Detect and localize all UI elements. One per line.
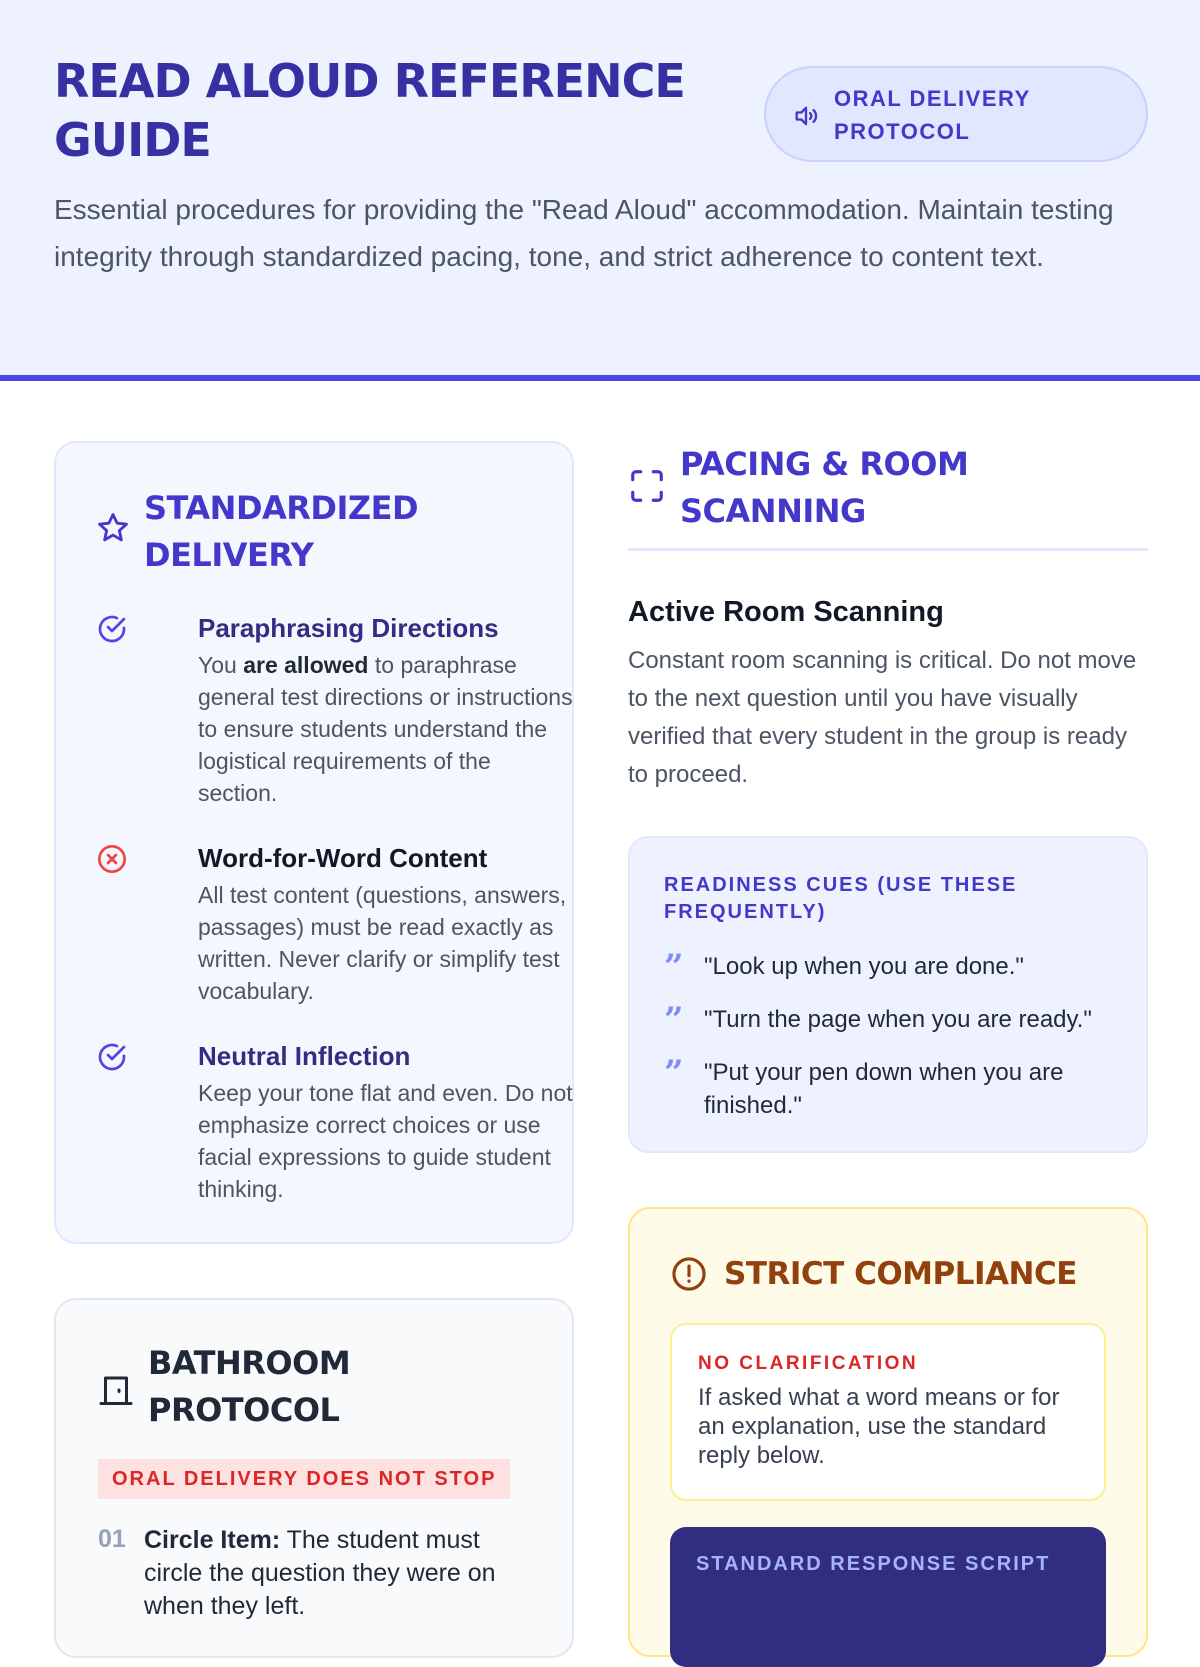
cue-text: "Look up when you are done." [704,953,1024,980]
rule-description: Keep your tone flat and even. Do not emphasize correct choices or use facial expressions to guide student thinking. [198,1080,573,1202]
protocol-badge-label: ORAL DELIVERY PROTOCOL [834,86,1031,144]
bathroom-protocol-card [54,1298,574,1658]
rule-title: Paraphrasing Directions [198,613,499,643]
readiness-cues-box [628,836,1148,1153]
page-description: Essential procedures for providing the "Read Aloud" accommodation. Maintain testing integrity through standardized pacing, tone, and strict adherence to content text. [54,194,1114,272]
page-header [0,0,1200,381]
door-icon [98,1372,134,1408]
active-scanning-heading: Active Room Scanning [628,596,944,628]
speaker-icon [792,102,820,130]
step-text: Circle Item: The student must circle the question they were on when they left. [144,1526,496,1620]
rule-title: Neutral Inflection [198,1041,411,1071]
standardized-delivery-title: STANDARDIZED DELIVERY [144,489,418,574]
no-clarification-title: NO CLARIFICATION [698,1353,919,1374]
cue-text: "Turn the page when you are ready." [704,1006,1092,1033]
rule-description: All test content (questions, answers, passages) must be read exactly as written. Never clarify or simplify test vocabulary. [198,882,567,1004]
strict-compliance-title: STRICT COMPLIANCE [724,1256,1077,1292]
standard-response-script-box [670,1527,1106,1667]
oral-delivery-badge: ORAL DELIVERY DOES NOT STOP [98,1459,510,1499]
check-circle-icon [96,1041,128,1073]
quote-icon: ” [664,1053,684,1093]
cue-text: "Put your pen down when you are finished." [704,1059,1064,1119]
rule-title: Word-for-Word Content [198,843,488,873]
rule-description: You are allowed to paraphrase general test directions or instructions to ensure students understand the logistical requirements of the section. [198,652,573,806]
alert-circle-icon [670,1255,708,1293]
no-clarification-box [670,1323,1106,1501]
bathroom-protocol-title: BATHROOM PROTOCOL [148,1344,351,1429]
pacing-section-header [628,441,1148,551]
check-circle-icon [96,613,128,645]
protocol-badge [764,66,1148,162]
x-circle-icon [96,843,128,875]
strict-compliance-card [628,1207,1148,1657]
page-title: READ ALOUD REFERENCE GUIDE [54,54,685,167]
no-clarification-text: If asked what a word means or for an explanation, use the standard reply below. [698,1384,1060,1469]
standard-response-script-title: STANDARD RESPONSE SCRIPT [696,1553,1051,1575]
quote-icon: ” [664,947,684,987]
scan-frame-icon [628,467,666,505]
star-icon [96,511,130,545]
active-scanning-text: Constant room scanning is critical. Do not move to the next question until you have visually verified that every student in the group is ready to proceed. [628,647,1137,788]
step-number: 01 [98,1525,126,1553]
readiness-cues-title: READINESS CUES (USE THESE FREQUENTLY) [664,874,1018,923]
pacing-title: PACING & ROOM SCANNING [680,445,969,530]
quote-icon: ” [664,1000,684,1040]
standardized-delivery-card [54,441,574,1244]
